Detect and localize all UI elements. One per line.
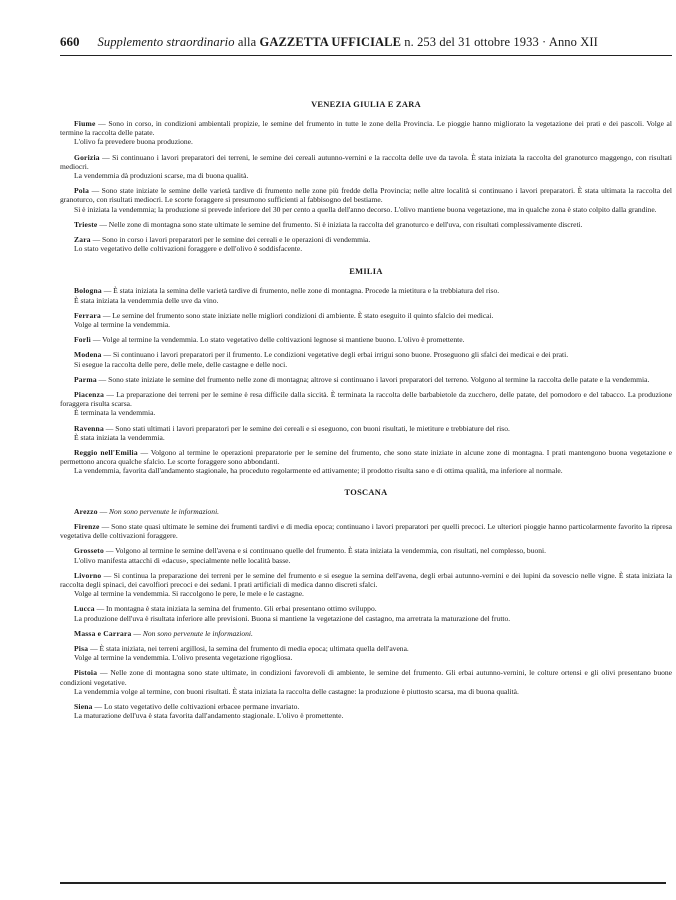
province-name: Pisa: [74, 643, 89, 653]
province-entry: [60, 507, 672, 516]
province-name: Modena: [74, 350, 102, 360]
header-rule: [60, 55, 672, 56]
report-text: — Nelle zone di montagna sono state ultimate le semine del frumento. Si è iniziata la raccolta del granoturco e dell'uva, con risultati complessivamente discreti.: [97, 219, 583, 229]
page-number: 660: [60, 34, 80, 49]
report-text: — Si continua la preparazione dei terreni per le semine del frumento e si esegue la semina dell'avena, degli erbai autunno-vernini e dei lupini da sovescio nelle vigne. È stata iniziata la raccolta degli spinaci, dei cavolfiori precoci e dei sedani. I prati artificiali di medica danno discreti sfalci.: [60, 570, 672, 589]
report-continuation: La maturazione dell'uva è stata favorita dall'andamento stagionale. L'olivo è promettente.: [74, 711, 344, 721]
report-continuation: L'olivo fa prevedere buona produzione.: [74, 137, 193, 147]
report-text: — In montagna è stata iniziata la semina del frumento. Gli erbai presentano ottimo sviluppo.: [94, 604, 377, 614]
report-text: — È stata iniziata la semina delle varietà tardive di frumento, nelle zone di montagna. Procede la mietitura e la trebbiatura del riso.: [101, 286, 500, 296]
section-title: TOSCANA: [344, 487, 388, 497]
document-page: [60, 34, 672, 726]
province-entry: [60, 644, 672, 662]
province-name: Forlì: [74, 335, 91, 345]
province-name: Trieste: [74, 219, 98, 229]
report-continuation: L'olivo manifesta attacchi di «dacus», specialmente nelle località basse.: [74, 555, 291, 565]
province-entry: [60, 311, 672, 329]
province-name: Firenze: [74, 521, 100, 531]
report-continuation: Si esegue la raccolta delle pere, delle mele, delle castagne e delle noci.: [74, 359, 288, 369]
province-name: Pistoia: [74, 668, 98, 678]
report-text: — La preparazione dei terreni per le semine è resa difficile dalla siccità. È terminata la raccolta delle barbabietole da zucchero, delle patate, del pomodoro e del tabacco. La produzione foraggera risulta scarsa.: [60, 390, 672, 409]
province-name: Bologna: [74, 286, 102, 296]
report-text: — Volge al termine la vendemmia. Lo stato vegetativo delle coltivazioni legnose si mantiene buono. L'olivo è promettente.: [90, 335, 465, 345]
report-continuation: È stata iniziata la vendemmia.: [74, 432, 165, 442]
province-entry: [60, 335, 672, 344]
province-entry: [60, 286, 672, 304]
province-name: Pola: [74, 186, 90, 196]
report-continuation: Volge al termine la vendemmia.: [74, 320, 171, 330]
report-continuation: È stata iniziata la vendemmia delle uve da vino.: [74, 295, 219, 305]
province-name: Fiume: [74, 119, 96, 128]
province-name: Siena: [74, 701, 93, 711]
province-name: Zara: [74, 235, 91, 245]
report-continuation: Volge al termine la vendemmia. Si raccolgono le pere, le mele e le castagne.: [74, 589, 304, 599]
report-continuation: Si è iniziata la vendemmia; la produzione si prevede inferiore del 30 per cento a quella dell'anno decorso. L'olivo mantiene buona vegetazione, ma in qualche zona è stato colpito dalla grandine.: [74, 204, 657, 214]
province-entry: [60, 571, 672, 599]
province-name: Gorizia: [74, 152, 100, 162]
report-text: — È stata iniziata, nei terreni argillosi, la semina del frumento di media epoca; ultimata quella dell'avena.: [88, 643, 409, 653]
report-text: — Si continuano i lavori preparatori per il frumento. Le condizioni vegetative degli erbai irrigui sono buone. Proseguono gli sfalci dei medicai e dei prati.: [101, 350, 569, 360]
province-name: Arezzo: [74, 506, 98, 516]
report-text: —: [97, 506, 110, 516]
report-text: — Sono state iniziate le semine delle varietà tardive di frumento nelle zone più fredde della Provincia; nelle altre località si continuano i lavori preparatori. È stata ultimata la raccolta del granoturco, con risultati mediocri. Le scorte foraggere si presumono sufficienti al fabbisogno del bestiame.: [60, 186, 672, 205]
report-text: — Si continuano i lavori preparatori dei terreni, le semine dei cereali autunno-vernini e la raccolta delle uve da tavola. È stata iniziata la raccolta del granoturco maggengo, con risultati mediocri.: [60, 152, 672, 171]
report-continuation: Volge al termine la vendemmia. L'olivo presenta vegetazione rigogliosa.: [74, 653, 293, 663]
report-text: — Sono in corso, in condizioni ambientali propizie, le semine del frumento in tutte le zone della Provincia. Le pioggie hanno migliorato la vegetazione dei prati e dei pascoli. Volge al termine la raccolta delle patate.: [60, 119, 672, 138]
document-body: [60, 100, 672, 720]
report-text: —: [131, 628, 143, 638]
report-continuation: Lo stato vegetativo delle coltivazioni foraggere e dell'olivo è soddisfacente.: [74, 244, 303, 254]
province-entry: [60, 448, 672, 476]
report-continuation: La vendemmia, favorita dall'andamento stagionale, ha proceduto regolarmente ed attivamente; il prodotto risulta sano e di ottima qualità, ma inferiore al normale.: [74, 466, 563, 476]
province-entry: [60, 119, 672, 147]
province-name: Massa e Carrara: [74, 628, 132, 638]
bottom-rule: [60, 882, 666, 884]
province-name: Grosseto: [74, 546, 104, 556]
province-entry: [60, 220, 672, 229]
report-continuation: È terminata la vendemmia.: [74, 408, 156, 418]
report-text: — Sono stati ultimati i lavori preparatori per le semine dei cereali e si eseguono, con buoni risultati, le mietiture e trebbiature del riso.: [103, 423, 510, 433]
section-title: EMILIA: [349, 267, 383, 277]
no-info-note: Non sono pervenute le informazioni.: [109, 506, 220, 516]
report-text: — Lo stato vegetativo delle coltivazioni erbacee permane invariato.: [92, 701, 300, 711]
province-name: Parma: [74, 374, 97, 384]
province-entry: [60, 390, 672, 418]
province-name: Ferrara: [74, 310, 101, 320]
province-entry: [60, 350, 672, 368]
province-entry: [60, 546, 672, 564]
report-text: — Nelle zone di montagna sono state ultimate, in condizioni favorevoli di ambiente, le semine del frumento. Gli erbai autunno-vernini, le colture ortensi e gli olivi presentano buone condizioni vegetative.: [60, 668, 672, 687]
no-info-note: Non sono pervenute le informazioni.: [142, 628, 253, 638]
province-name: Ravenna: [74, 423, 104, 433]
report-text: — Volgono al termine le semine dell'avena e si continuano quelle del frumento. È stata iniziata la vendemmia, con risultati, nel complesso, buoni.: [103, 546, 547, 556]
province-entry: [60, 186, 672, 214]
province-entry: [60, 235, 672, 253]
province-name: Reggio nell'Emilia: [74, 448, 138, 458]
report-text: — Sono in corso i lavori preparatori per le semine dei cereali e le operazioni di vendemmia.: [90, 235, 371, 245]
province-name: Livorno: [74, 570, 102, 580]
province-entry: [60, 702, 672, 720]
report-continuation: La produzione dell'uva è risultata inferiore alle previsioni. Buona si mantiene la vegetazione del castagno, ma arretrata la maturazione del frutto.: [74, 613, 511, 623]
province-entry: [60, 424, 672, 442]
running-header: [60, 34, 672, 50]
running-title: Supplemento straordinario alla GAZZETTA UFFICIALE n. 253 del 31 ottobre 1933 · Anno XII: [97, 35, 598, 49]
province-entry: [60, 375, 672, 384]
province-entry: [60, 153, 672, 181]
report-continuation: La vendemmia dà produzioni scarse, ma di buona qualità.: [74, 171, 249, 181]
province-entry: [60, 668, 672, 696]
report-text: — Sono state iniziate le semine del frumento nelle zone di montagna; altrove si continuano i lavori preparatori del terreno. Volgono al termine la raccolta delle patate e la vendemmia.: [96, 374, 650, 384]
report-text: — Le semine del frumento sono state iniziate nelle migliori condizioni di ambiente. È stato eseguito il quinto sfalcio dei medicai.: [100, 310, 494, 320]
section-title: VENEZIA GIULIA E ZARA: [311, 100, 421, 109]
report-text: — Volgono al termine le operazioni preparatorie per le semine del frumento, che sono state iniziate in alcune zone di montagna. I prati mantengono buona vegetazione e permettono ancora qualche sfalcio. Le scorte foraggere sono abbondanti.: [60, 448, 672, 467]
province-entry: [60, 604, 672, 622]
report-text: — Sono state quasi ultimate le semine dei frumenti tardivi e di media epoca; continuano i lavori preparatori per quelli precoci. Le ulteriori pioggie hanno particolarmente favorito la ripresa vegetativa delle coltivazioni foraggere.: [60, 521, 672, 541]
province-name: Piacenza: [74, 390, 105, 400]
province-entry: [60, 629, 672, 638]
report-continuation: La vendemmia volge al termine, con buoni risultati. È stata iniziata la raccolta delle castagne: la produzione è piuttosto scarsa, ma di buona qualità.: [74, 686, 519, 696]
province-entry: [60, 522, 672, 540]
province-name: Lucca: [74, 604, 95, 614]
